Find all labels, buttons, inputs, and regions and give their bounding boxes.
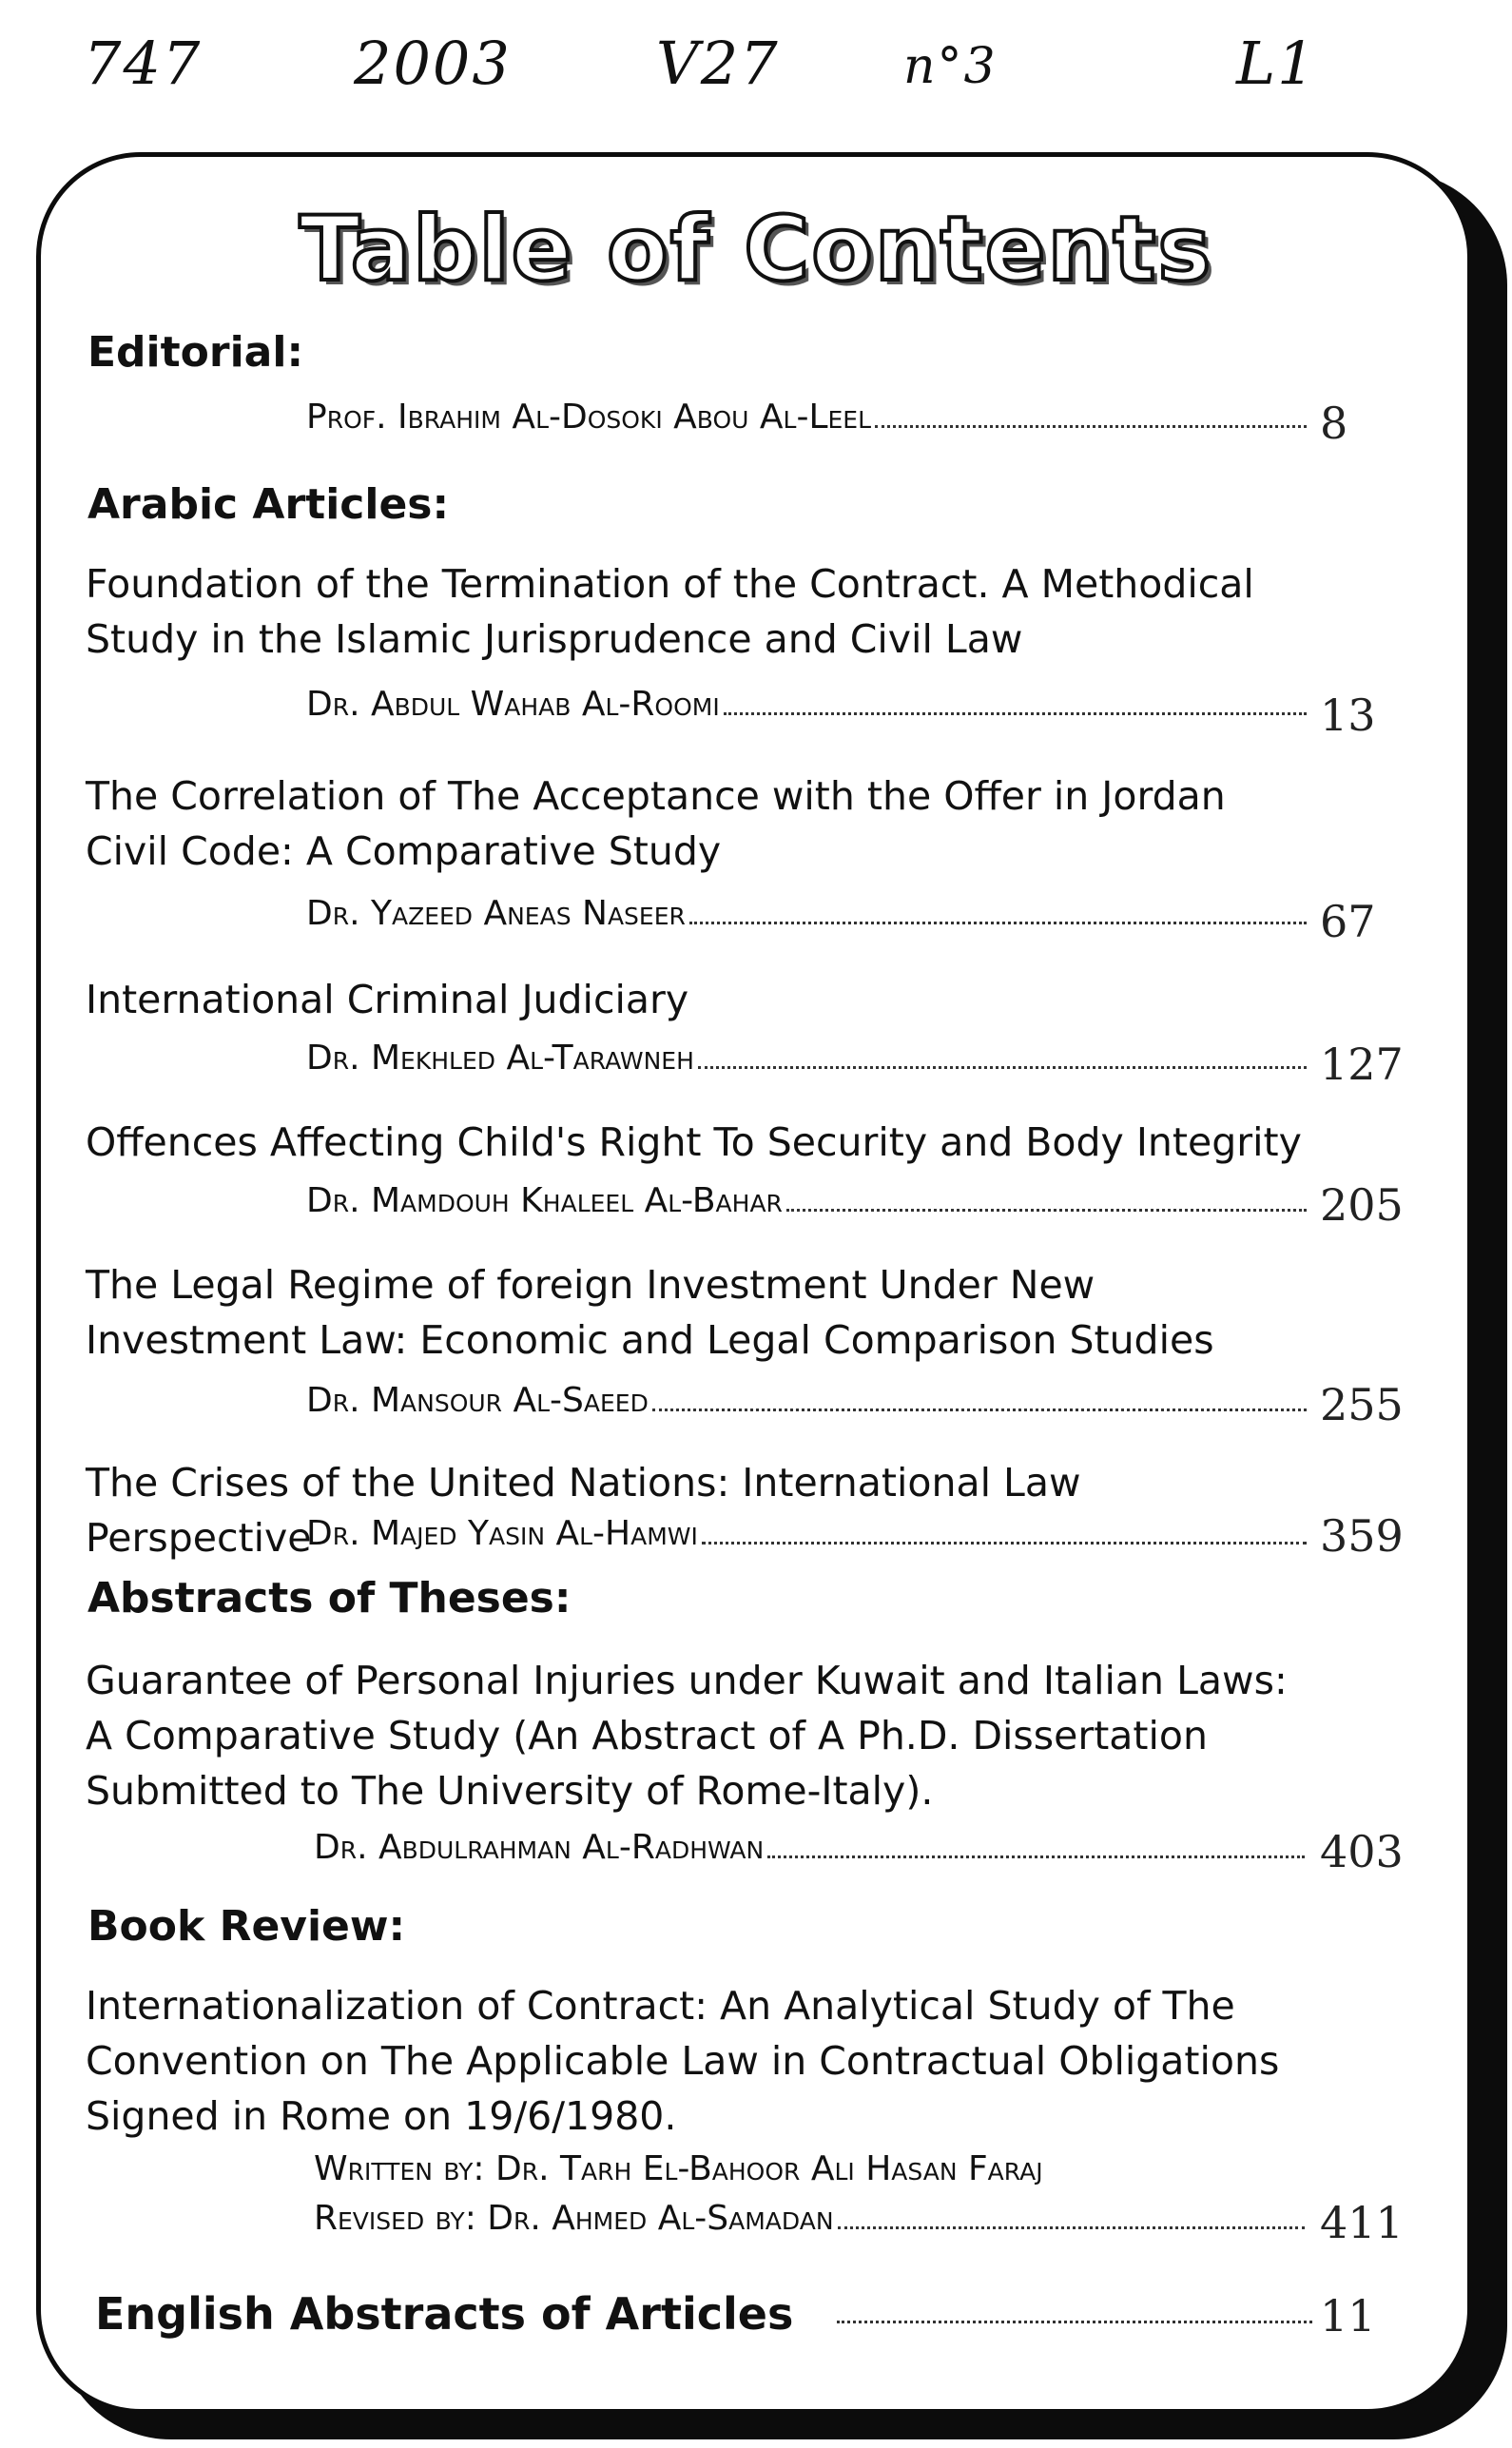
editorial-author — [306, 398, 1314, 445]
leader-dots — [767, 1846, 1305, 1858]
thesis-title: Guarantee of Personal Injuries under Kuwait and Italian Laws: A Comparative Study (An Abstract of A Ph.D. Dissertation Submitted to The University of Rome-Italy). — [86, 1658, 1288, 1814]
leader-dots — [698, 1057, 1307, 1069]
editorial-page: 8 — [1320, 398, 1348, 449]
article-3-author — [306, 1039, 1314, 1086]
leader-dots — [837, 2319, 1312, 2323]
article-4-author — [306, 1181, 1314, 1229]
review-written-by: Written by: Dr. Tarh El-Bahoor Ali Hasan Faraj — [314, 2149, 1043, 2188]
thesis-page: 403 — [1320, 1826, 1404, 1877]
article-4-title: Offences Affecting Child's Right To Security and Body Integrity — [86, 1119, 1302, 1165]
leader-dots — [652, 1399, 1307, 1411]
article-4-page: 205 — [1320, 1179, 1404, 1231]
article-4-author-name: Dr. Mamdouh Khaleel Al-Bahar — [306, 1181, 783, 1220]
article-3-page: 127 — [1320, 1039, 1404, 1090]
article-3-author-name: Dr. Mekhled Al-Tarawneh — [306, 1039, 694, 1078]
review-page: 411 — [1320, 2197, 1404, 2248]
thesis-author-name: Dr. Abdulrahman Al-Radhwan — [314, 1828, 765, 1867]
section-english-abstracts: English Abstracts of Articles — [95, 2288, 794, 2340]
article-5-author-name: Dr. Mansour Al-Saeed — [306, 1381, 649, 1420]
handwritten-issue: n°3 — [903, 38, 998, 95]
article-2-page: 67 — [1320, 896, 1376, 947]
article-5-title: The Legal Regime of foreign Investment Under New Investment Law: Economic and Legal Comparison Studies — [86, 1262, 1214, 1363]
review-title: Internationalization of Contract: An Analytical Study of The Convention on The Applicable Law in Contractual Obligations Signed in Rome on 19/6/1980. — [86, 1983, 1280, 2139]
section-editorial: Editorial: — [87, 328, 304, 377]
section-book-review: Book Review: — [87, 1902, 406, 1951]
leader-dots — [838, 2217, 1305, 2229]
leader-dots — [786, 1199, 1307, 1212]
article-5-page: 255 — [1320, 1379, 1404, 1430]
leader-dots — [689, 912, 1307, 924]
article-1-author — [306, 685, 1314, 732]
article-2-author — [306, 894, 1314, 942]
leader-dots — [702, 1532, 1307, 1545]
page-title: Table of Contents — [299, 198, 1213, 301]
article-5-author — [306, 1381, 1314, 1428]
article-1-author-name: Dr. Abdul Wahab Al-Roomi — [306, 685, 720, 724]
section-arabic-articles: Arabic Articles: — [87, 480, 450, 529]
handwritten-volume: V27 — [656, 29, 780, 98]
leader-dots — [875, 416, 1307, 428]
article-3-title: International Criminal Judiciary — [86, 977, 689, 1022]
article-6-title: The Crises of the United Nations: International Law Perspective — [86, 1460, 1081, 1561]
article-2-title: The Correlation of The Acceptance with the Offer in Jordan Civil Code: A Comparative Study — [86, 773, 1226, 874]
english-abstracts-page: 11 — [1320, 2290, 1376, 2341]
section-abstracts-of-theses: Abstracts of Theses: — [87, 1574, 572, 1622]
article-6-author-name: Dr. Majed Yasin Al-Hamwi — [306, 1514, 698, 1553]
article-1-page: 13 — [1320, 690, 1376, 741]
article-6-author — [306, 1514, 1314, 1562]
handwritten-number: 747 — [84, 29, 203, 98]
thesis-author — [314, 1828, 1312, 1875]
handwritten-mark: L1 — [1236, 29, 1317, 98]
article-6-page: 359 — [1320, 1510, 1404, 1562]
handwritten-year: 2003 — [354, 29, 512, 98]
article-2-author-name: Dr. Yazeed Aneas Naseer — [306, 894, 686, 933]
editorial-author-name: Prof. Ibrahim Al-Dosoki Abou Al-Leel — [306, 398, 872, 437]
review-revised-by — [314, 2199, 1312, 2246]
review-revised-by-text: Revised by: Dr. Ahmed Al-Samadan — [314, 2199, 834, 2238]
leader-dots — [724, 703, 1307, 715]
article-1-title: Foundation of the Termination of the Contract. A Methodical Study in the Islamic Jurisprudence and Civil Law — [86, 561, 1254, 662]
